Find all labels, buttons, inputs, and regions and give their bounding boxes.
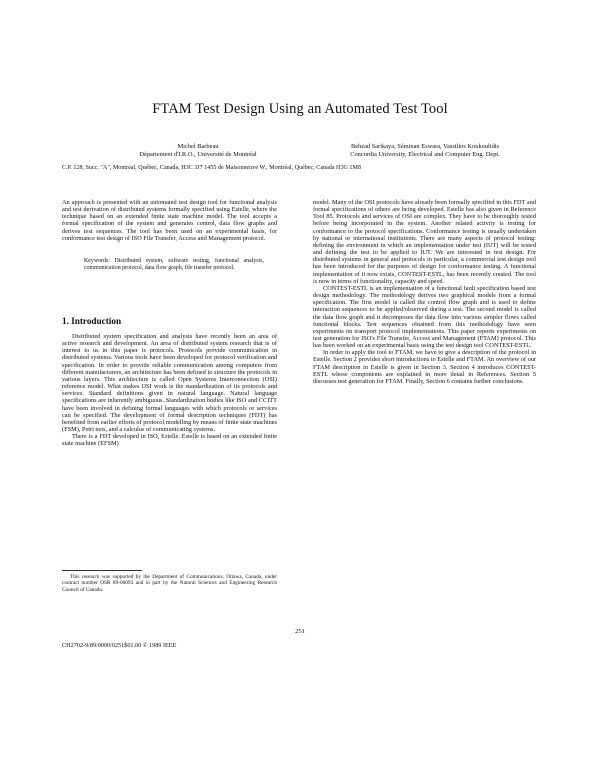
author-block-right — [290, 143, 560, 158]
page-number: 251 — [295, 628, 305, 635]
paragraph: CONTEST-ESTL is an implementation of a functional fault specification based test design methodology. The methodology derives two graphical models from a formal specification. The first model is called the control flow graph and is used to define interaction sequences to be applied/observed during a test. The second model is called the data flow graph and it decomposes the data flow into various simpler flows called functional blocks. Test sequences obtained from this methodology have seen experiments on transport protocol implementations. This paper reports experiments on test generation for ISO's File Transfer, Access and Management (FTAM) protocol. This has been worked on an experimental basis using the test design tool CONTEST-ESTL. — [313, 284, 536, 350]
footnote-rule — [62, 570, 142, 571]
author-dept-left: Département d'I.R.O., Université de Montréal — [139, 150, 257, 158]
paragraph: In order to apply the tool to FTAM, we have to give a description of the protocol in Estelle. Section 2 provides short introductions to Estelle and FTAM. An overview of our FTAM description in Estelle is given in Section 3. Section 4 introduces CONTEST-ESTL whose components are explained in more detail in References. Section 5 discusses test generation for FTAM. Finally, Section 6 contains further conclusions. — [313, 349, 536, 385]
author-name-left: Michel Barbeau — [177, 143, 219, 150]
right-column-body — [313, 199, 536, 385]
author-dept-right: Concordia University, Electrical and Computer Eng. Dept. — [350, 150, 500, 158]
left-column-body — [62, 333, 277, 448]
author-name-right: Behzad Sarikaya, Séminan Eswara, Vassilios Koukoulidis — [350, 143, 500, 150]
section-heading-introduction: 1. Introduction — [62, 316, 122, 326]
abstract — [62, 199, 277, 242]
keywords — [84, 258, 264, 272]
keywords-text: Keywords: Distributed system, software testing, functional analysis, communication protocol, data flow graph, file transfer protocol. — [84, 258, 264, 271]
affiliation-address-line: C.P. 128, Succ. "A", Montréal, Québec, Canada, H3C 3J7 1455 de Maisonneuve W., Montréal, Québec, Canada H3G 1M8 — [62, 165, 361, 171]
paragraph: Distributed system specification and analysis have recently been an area of active research and development. An area of distributed system research that is of interest to us in this paper is protocols. Protocols provide communication in distributed systems. Various tools have been developed for protocol verification and specification. In order to provide reliable communication among computers from different manufacturers, an architecture has been defined to structure the protocols in various layers. This architecture is called Open Systems Interconnection (OSI) reference model. What makes OSI work is the standardization of its protocols and services. Standard definitions given in natural language. Natural language specifications are inherently ambiguous. Standardization bodies like ISO and CCITT have been involved in defining formal languages with which protocols or services can be specified. The development of formal description techniques (FDT) has benefited from earlier efforts of protocol modelling by means of finite state machines (FSM), Petri nets, and a calculus of communicating systems. — [62, 333, 277, 434]
footnote — [62, 574, 277, 593]
footnote-text: This research was supported by the Department of Communications, Ottawa, Canada, under contract number OSR 89-00093 and in part by the Natural Sciences and Engineering Research Council of Canada. — [62, 574, 277, 593]
paragraph: There is a FDT developed in ISO, Estelle. Estelle is based on an extended finite state machine (EFSM) — [62, 433, 277, 448]
paper-title: FTAM Test Design Using an Automated Test Tool — [152, 101, 448, 117]
author-block-left — [98, 143, 298, 158]
copyright-line: CH2702-9/89/0000/0251$01.00 © 1989 IEEE — [62, 642, 177, 649]
abstract-text: An approach is presented with an automated test design tool for functional analysis and test derivation of distributed systems formally specified using Estelle, where the technique based on an extended finite state machine model. The tool accepts a formal specification of the system and generates control, data flow graphs and derives test sequences. The tool has been used on an experimental basis, for conformance test design of ISO File Transfer, Access and Management protocol. — [62, 199, 277, 242]
paragraph: model. Many of the OSI protocols have already been formally specified in this FDT and formal specifications of others are being developed. Estelle has also given in Reference Tool 85. Protocols and services of OSI are complex. They have to be thoroughly tested before being incorporated in the system. Another related activity is testing for conformance to the protocol specifications. Conformance testing is usually undertaken by national or international institutions. There are many aspects of protocol testing: defining the environment in which an implementation under test (IUT) will be tested and defining the test to be applied to IUT. We are interested in test design. For distributed systems in general and protocols in particular, a commercial test design tool has been introduced for the purposes of design for conformance testing. A functional implementation of it now exists, CONTEST-ESTL, has been recently created. The tool is now in terms of functionality, capacity and speed. — [313, 199, 536, 285]
